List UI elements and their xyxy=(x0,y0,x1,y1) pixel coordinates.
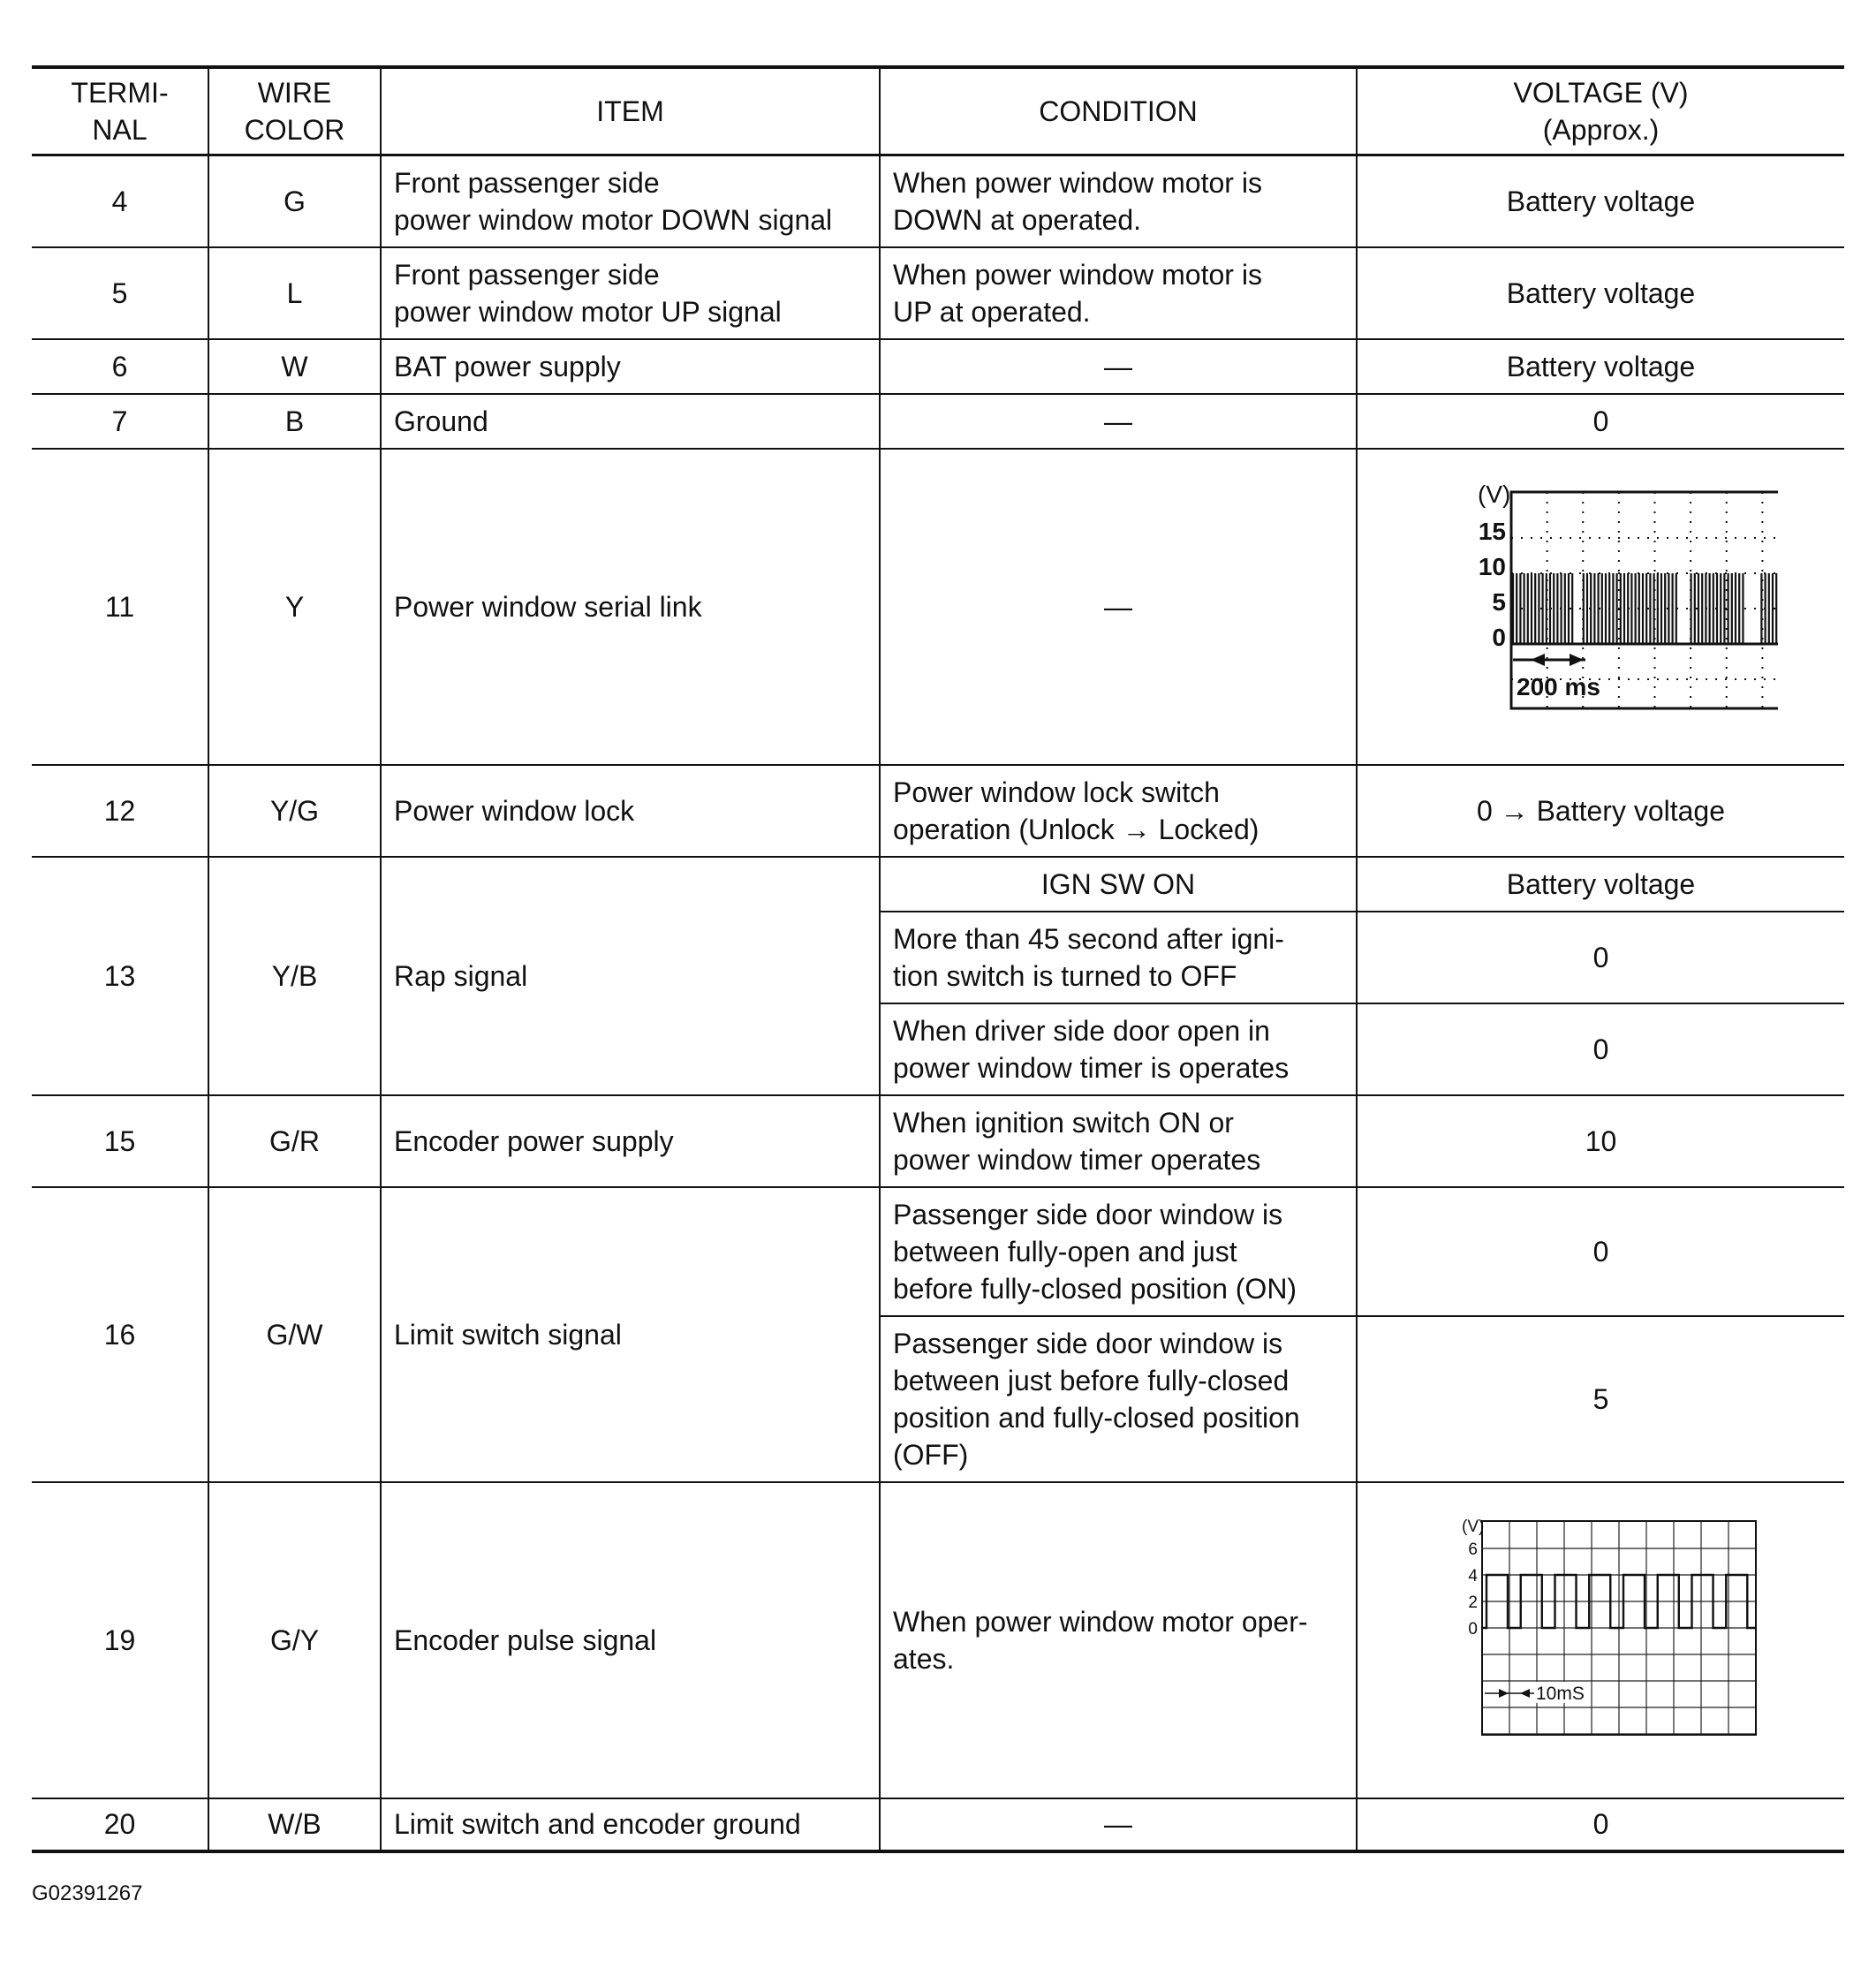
voltage-cell: 0 xyxy=(1357,1187,1844,1316)
header-condition: CONDITION xyxy=(880,67,1357,155)
voltage-cell: 0 xyxy=(1357,912,1844,1003)
voltage-cell: 0 xyxy=(1357,1798,1844,1851)
wire-color-cell: G/R xyxy=(208,1095,381,1187)
item-cell: Encoder pulse signal xyxy=(381,1482,880,1798)
voltage-waveform-cell xyxy=(1357,449,1844,765)
wire-color-cell: L xyxy=(208,247,381,339)
condition-cell: When ignition switch ON or power window timer operates xyxy=(880,1095,1357,1187)
wire-color-cell: W/B xyxy=(208,1798,381,1851)
voltage-waveform-cell xyxy=(1357,1482,1844,1798)
condition-cell: Passenger side door window is between fully-open and just before fully-closed position (ON) xyxy=(880,1187,1357,1316)
item-cell: Rap signal xyxy=(381,857,880,1095)
condition-cell: Passenger side door window is between just before fully-closed position and fully-closed position (OFF) xyxy=(880,1316,1357,1482)
voltage-cell: 0 xyxy=(1357,1003,1844,1095)
time-arrow-left xyxy=(1499,1689,1509,1698)
terminal-voltage-table xyxy=(32,65,1844,1853)
voltage-cell: 0 xyxy=(1357,394,1844,449)
table-row xyxy=(32,339,1844,394)
table-row xyxy=(32,1187,1844,1316)
condition-cell: When driver side door open in power window timer is operates xyxy=(880,1003,1357,1095)
condition-cell: Power window lock switch operation (Unlock → Locked) xyxy=(880,765,1357,857)
voltage-cell: Battery voltage xyxy=(1357,155,1844,247)
header-wire-color: WIRE COLOR xyxy=(208,67,381,155)
item-cell: Power window serial link xyxy=(381,449,880,765)
waveform-y-tick: 4 xyxy=(1467,1566,1478,1586)
table-row xyxy=(32,449,1844,765)
voltage-cell: 10 xyxy=(1357,1095,1844,1187)
condition-cell: — xyxy=(880,1798,1357,1851)
terminal-voltage-table-sheet xyxy=(32,65,1844,1853)
item-cell: Power window lock xyxy=(381,765,880,857)
terminal-cell: 16 xyxy=(32,1187,208,1482)
item-cell: Limit switch and encoder ground xyxy=(381,1798,880,1851)
condition-cell: When power window motor oper- ates. xyxy=(880,1482,1357,1798)
waveform-y-tick: 10 xyxy=(1478,552,1506,580)
wire-color-cell: Y xyxy=(208,449,381,765)
condition-cell: IGN SW ON xyxy=(880,857,1357,912)
table-row xyxy=(32,394,1844,449)
item-cell: Limit switch signal xyxy=(381,1187,880,1482)
terminal-cell: 15 xyxy=(32,1095,208,1187)
item-cell: Front passenger side power window motor DOWN signal xyxy=(381,155,880,247)
header-terminal: TERMI- NAL xyxy=(32,67,208,155)
table-row xyxy=(32,247,1844,339)
terminal-cell: 5 xyxy=(32,247,208,339)
waveform-y-tick: 15 xyxy=(1478,517,1506,545)
item-cell: Ground xyxy=(381,394,880,449)
terminal-cell: 12 xyxy=(32,765,208,857)
condition-cell: When power window motor is UP at operated. xyxy=(880,247,1357,339)
waveform-y-tick: 6 xyxy=(1467,1540,1478,1559)
header-voltage: VOLTAGE (V) (Approx.) xyxy=(1357,67,1844,155)
condition-cell: — xyxy=(880,449,1357,765)
terminal-cell: 13 xyxy=(32,857,208,1095)
terminal-cell: 4 xyxy=(32,155,208,247)
waveform-unit-label: (V) xyxy=(1461,1517,1484,1536)
waveform-y-tick: 0 xyxy=(1467,1619,1478,1639)
terminal-cell: 7 xyxy=(32,394,208,449)
wire-color-cell: Y/B xyxy=(208,857,381,1095)
condition-cell: — xyxy=(880,339,1357,394)
wire-color-cell: B xyxy=(208,394,381,449)
condition-cell: More than 45 second after igni- tion switch is turned to OFF xyxy=(880,912,1357,1003)
header-item: ITEM xyxy=(381,67,880,155)
wire-color-cell: G xyxy=(208,155,381,247)
waveform-y-tick: 0 xyxy=(1491,623,1506,651)
encoder-pulse-waveform xyxy=(1425,1512,1778,1768)
table-row xyxy=(32,857,1844,912)
item-cell: Encoder power supply xyxy=(381,1095,880,1187)
time-arrow-right xyxy=(1570,654,1584,666)
waveform-time-label: 200 ms xyxy=(1516,672,1600,700)
time-arrow-right xyxy=(1520,1689,1530,1698)
figure-id-label: G02391267 xyxy=(32,1881,143,1905)
serial-link-waveform xyxy=(1425,483,1778,730)
wire-color-cell: G/W xyxy=(208,1187,381,1482)
condition-cell: — xyxy=(880,394,1357,449)
table-row xyxy=(32,155,1844,247)
terminal-cell: 20 xyxy=(32,1798,208,1851)
waveform-time-label: 10mS xyxy=(1535,1683,1585,1704)
wire-color-cell: W xyxy=(208,339,381,394)
table-row xyxy=(32,1095,1844,1187)
table-header-row xyxy=(32,67,1844,155)
voltage-cell: 5 xyxy=(1357,1316,1844,1482)
table-row xyxy=(32,1798,1844,1851)
time-arrow-left xyxy=(1531,654,1545,666)
table-row xyxy=(32,1482,1844,1798)
wire-color-cell: Y/G xyxy=(208,765,381,857)
item-cell: Front passenger side power window motor UP signal xyxy=(381,247,880,339)
waveform-y-tick: 5 xyxy=(1491,587,1506,616)
waveform-unit-label: (V) xyxy=(1477,482,1510,508)
waveform-y-tick: 2 xyxy=(1467,1593,1478,1612)
terminal-cell: 11 xyxy=(32,449,208,765)
voltage-cell: Battery voltage xyxy=(1357,247,1844,339)
condition-cell: When power window motor is DOWN at operated. xyxy=(880,155,1357,247)
item-cell: BAT power supply xyxy=(381,339,880,394)
voltage-cell: Battery voltage xyxy=(1357,857,1844,912)
voltage-cell: 0 → Battery voltage xyxy=(1357,765,1844,857)
terminal-cell: 19 xyxy=(32,1482,208,1798)
table-row xyxy=(32,765,1844,857)
voltage-cell: Battery voltage xyxy=(1357,339,1844,394)
terminal-cell: 6 xyxy=(32,339,208,394)
wire-color-cell: G/Y xyxy=(208,1482,381,1798)
